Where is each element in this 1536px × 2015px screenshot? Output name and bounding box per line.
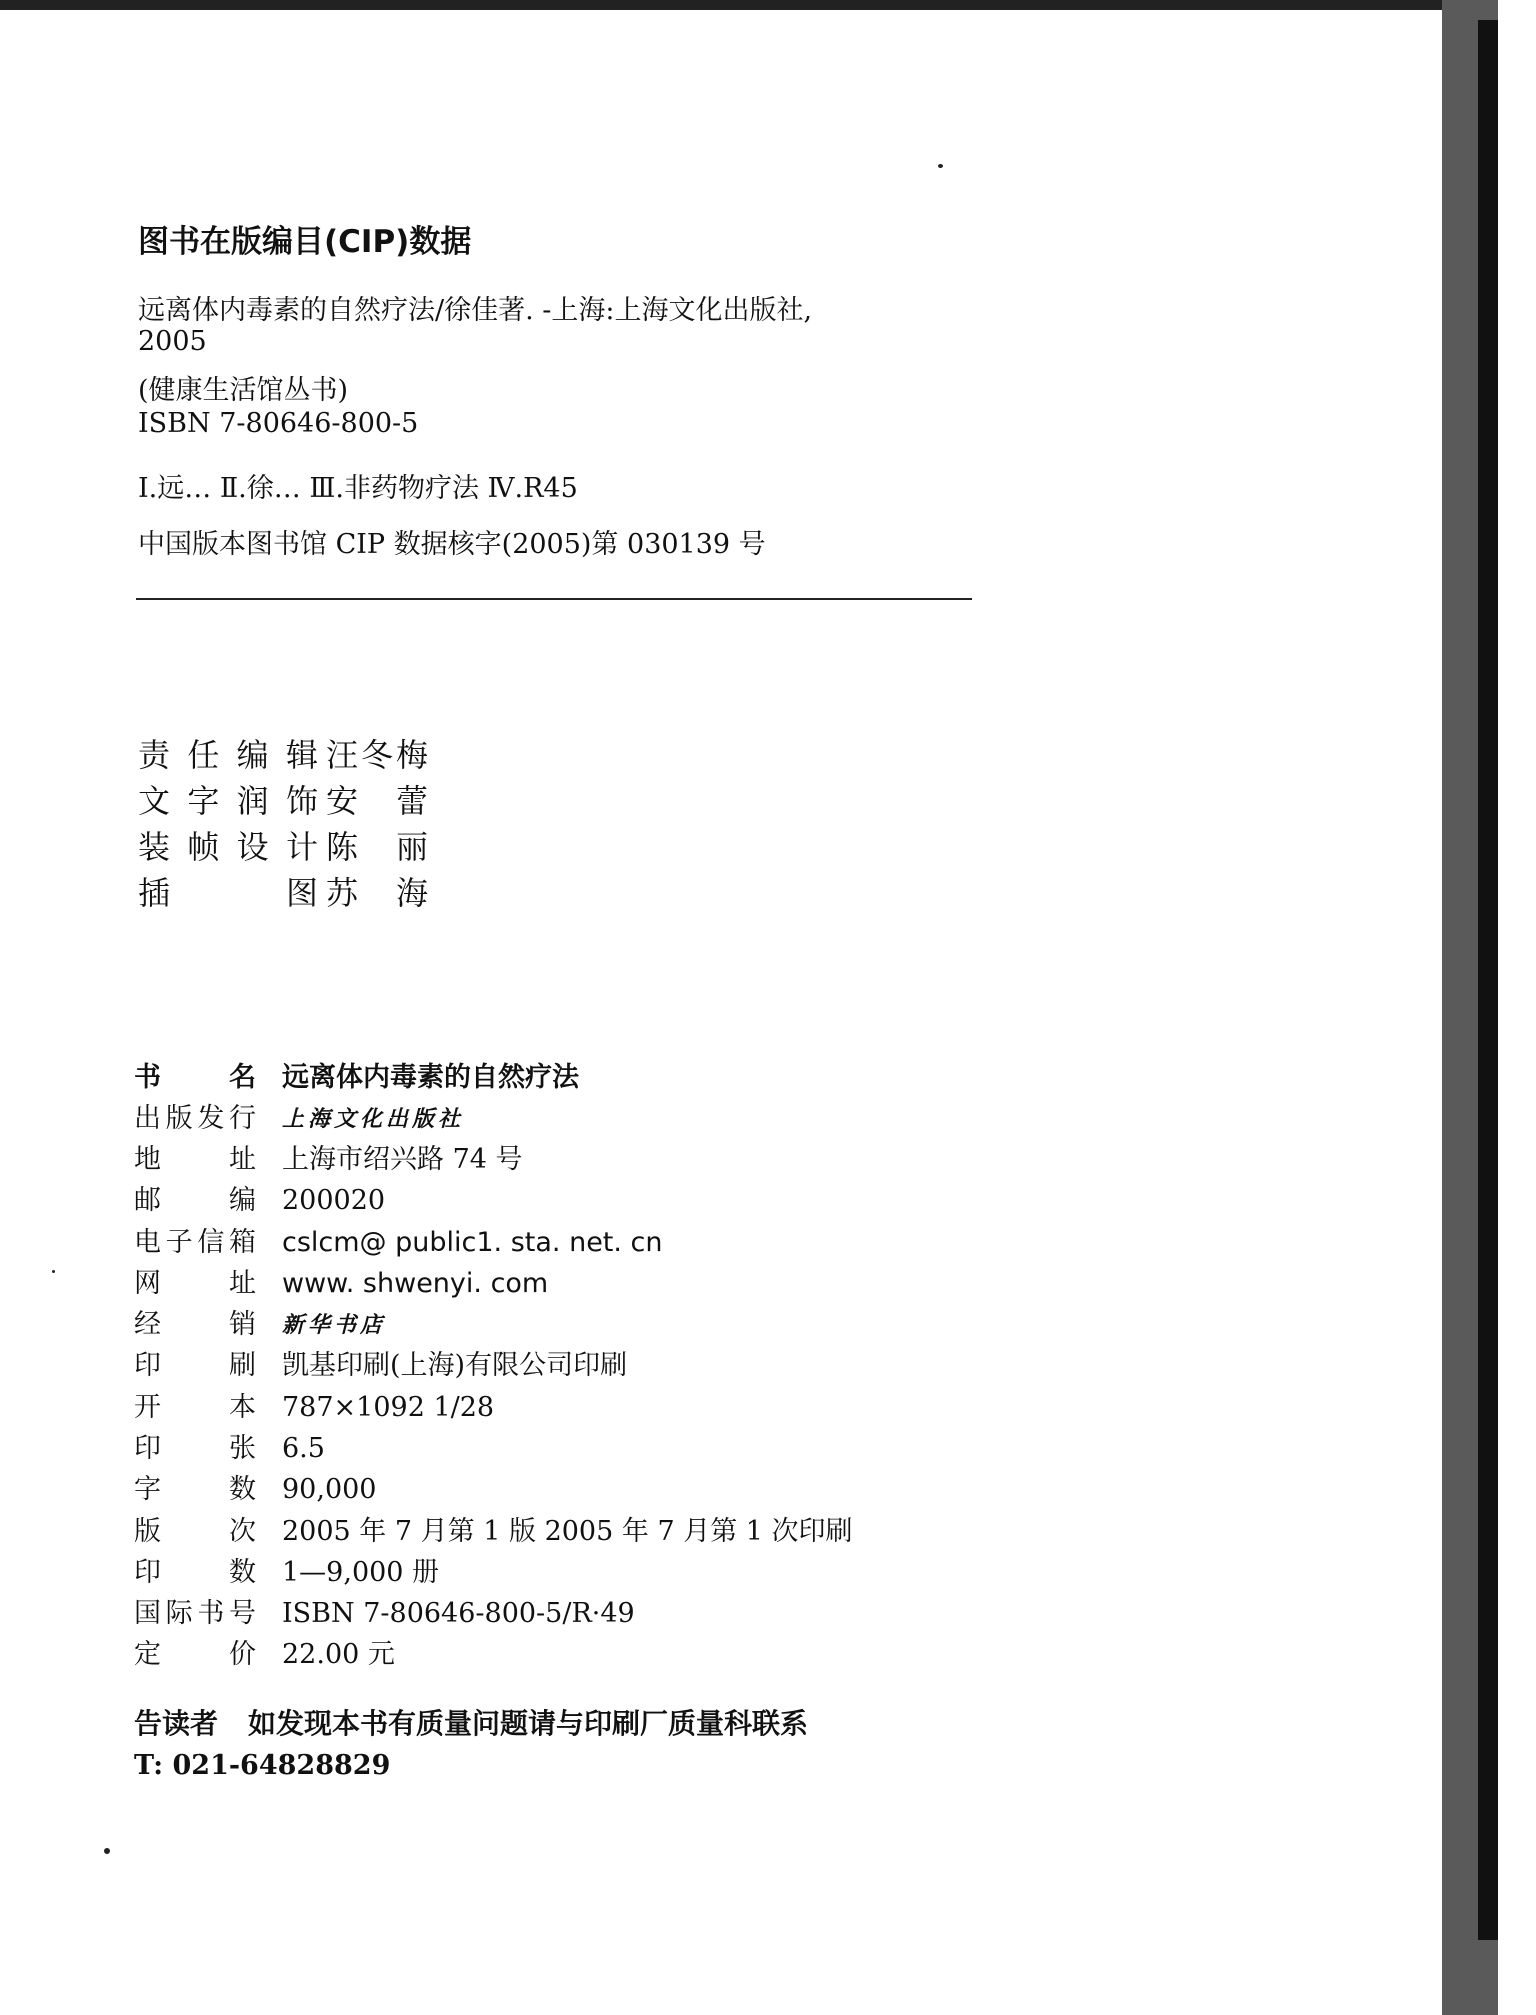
cip-line-isbn: ISBN 7-80646-800-5 bbox=[138, 408, 419, 439]
info-row bbox=[134, 1431, 325, 1467]
scan-speck bbox=[52, 1270, 55, 1273]
info-key: 网址 bbox=[134, 1268, 256, 1299]
cip-divider bbox=[136, 598, 972, 600]
info-row bbox=[134, 1307, 386, 1343]
info-row bbox=[134, 1637, 395, 1673]
info-key: 开本 bbox=[134, 1392, 256, 1423]
website-value: www. shwenyi. com bbox=[282, 1268, 549, 1299]
postcode-value: 200020 bbox=[282, 1185, 386, 1216]
scan-speck bbox=[104, 1848, 110, 1854]
scan-top-edge bbox=[0, 0, 1536, 10]
info-key: 出版发行 bbox=[134, 1103, 256, 1134]
credit-name: 安蕾 bbox=[326, 782, 430, 820]
credit-name: 陈丽 bbox=[326, 828, 430, 866]
credit-role: 装帧设计 bbox=[138, 828, 320, 866]
info-key: 版次 bbox=[134, 1516, 256, 1547]
credit-role: 插图 bbox=[138, 874, 320, 912]
cip-line-verification: 中国版本图书馆 CIP 数据核字(2005)第 030139 号 bbox=[138, 529, 766, 560]
print-run-value: 1—9,000 册 bbox=[282, 1557, 440, 1588]
format-value: 787×1092 1/28 bbox=[282, 1392, 495, 1423]
credit-role: 责任编辑 bbox=[138, 736, 320, 774]
info-key: 印刷 bbox=[134, 1350, 256, 1381]
isbn-value: ISBN 7-80646-800-5/R·49 bbox=[282, 1598, 635, 1629]
price-value: 22.00 元 bbox=[282, 1639, 395, 1670]
info-row bbox=[134, 1142, 523, 1178]
info-row bbox=[134, 1183, 385, 1219]
scan-gutter-dark bbox=[1478, 20, 1498, 1940]
info-key: 邮编 bbox=[134, 1185, 256, 1216]
scan-speck bbox=[938, 164, 943, 168]
info-key: 印数 bbox=[134, 1557, 256, 1588]
info-key: 地址 bbox=[134, 1144, 256, 1175]
info-row bbox=[134, 1472, 376, 1508]
edition-value: 2005 年 7 月第 1 版 2005 年 7 月第 1 次印刷 bbox=[282, 1516, 853, 1547]
credit-row bbox=[138, 730, 430, 776]
sheets-value: 6.5 bbox=[282, 1433, 325, 1464]
credit-row bbox=[138, 868, 430, 914]
book-name-value: 远离体内毒素的自然疗法 bbox=[282, 1062, 579, 1093]
reader-notice bbox=[134, 1702, 808, 1742]
reader-notice-lead: 告读者 bbox=[134, 1707, 219, 1740]
info-row bbox=[134, 1266, 548, 1302]
cip-line-series: (健康生活馆丛书) bbox=[138, 375, 349, 406]
printer-value: 凯基印刷(上海)有限公司印刷 bbox=[282, 1350, 628, 1381]
info-row bbox=[134, 1390, 494, 1426]
info-key: 印张 bbox=[134, 1433, 256, 1464]
cip-line-title-author: 远离体内毒素的自然疗法/徐佳著. -上海:上海文化出版社, bbox=[138, 295, 813, 326]
credit-name: 汪冬梅 bbox=[326, 736, 430, 774]
credit-row bbox=[138, 822, 430, 868]
credit-name: 苏海 bbox=[326, 874, 430, 912]
email-value: cslcm@ public1. sta. net. cn bbox=[282, 1227, 663, 1258]
info-row bbox=[134, 1596, 635, 1632]
cip-line-classification: Ⅰ.远… Ⅱ.徐… Ⅲ.非药物疗法 Ⅳ.R45 bbox=[138, 473, 578, 504]
info-row bbox=[134, 1060, 579, 1096]
info-row bbox=[134, 1101, 464, 1137]
distributor-logotype: 新华书店 bbox=[282, 1312, 387, 1338]
info-key: 字数 bbox=[134, 1474, 256, 1505]
info-key: 电子信箱 bbox=[134, 1227, 256, 1258]
address-value: 上海市绍兴路 74 号 bbox=[282, 1144, 523, 1175]
credit-role: 文字润饰 bbox=[138, 782, 320, 820]
info-key: 书名 bbox=[134, 1062, 256, 1093]
credit-row bbox=[138, 776, 430, 822]
word-count-value: 90,000 bbox=[282, 1474, 377, 1505]
info-key: 定价 bbox=[134, 1639, 256, 1670]
cip-line-year: 2005 bbox=[138, 326, 207, 357]
info-key: 国际书号 bbox=[134, 1598, 256, 1629]
publisher-logotype: 上海文化出版社 bbox=[282, 1106, 465, 1132]
info-key: 经销 bbox=[134, 1309, 256, 1340]
contact-phone: T: 021-64828829 bbox=[134, 1750, 391, 1781]
info-row bbox=[134, 1348, 627, 1384]
info-row bbox=[134, 1514, 853, 1550]
cip-title: 图书在版编目(CIP)数据 bbox=[138, 224, 472, 260]
reader-notice-text: 如发现本书有质量问题请与印刷厂质量科联系 bbox=[248, 1707, 809, 1740]
info-row bbox=[134, 1225, 663, 1261]
info-row bbox=[134, 1555, 439, 1591]
